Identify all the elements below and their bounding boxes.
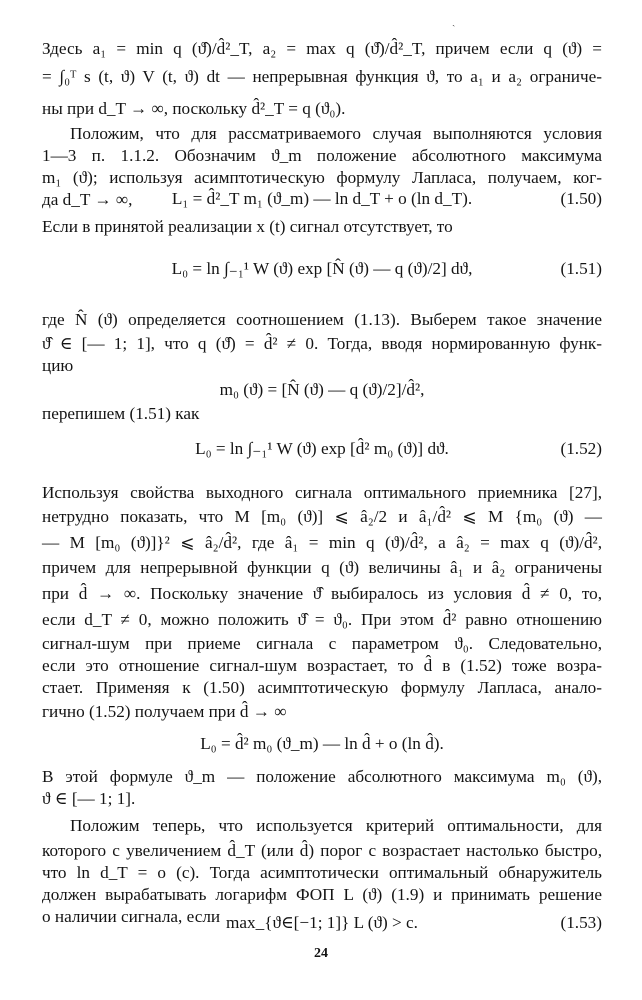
text-line: при d̂ → ∞. Поскольку значение ϑ̂ выбиралось из условия d̂ ≠ 0, то,: [42, 584, 602, 603]
text-line: причем для непрерывной функции q (ϑ) величины â₁ и â₂ ограничены: [42, 558, 602, 577]
text-line: гично (1.52) получаем при d̂ → ∞: [42, 702, 287, 721]
text-line: ϑ ∈ [— 1; 1].: [42, 789, 136, 808]
text-line: стает. Применяя к (1.50) асимптотическую формулу Лапласа, анало-: [42, 678, 602, 697]
equation-body: L₀ = ln ∫₋₁¹ W (ϑ) exp [N̂ (ϑ) — q (ϑ)/2] dϑ,: [171, 259, 473, 278]
text-line: перепишем (1.51) как: [42, 404, 200, 423]
equation-body: max_{ϑ∈[−1; 1]} L (ϑ) > c.: [226, 913, 418, 932]
text-line: В этой формуле ϑ_m — положение абсолютного максимума m₀ (ϑ),: [42, 767, 602, 786]
equation-L0-asymptotic: [42, 731, 602, 757]
equation-body: L₀ = d̂² m₀ (ϑ_m) — ln d̂ + o (ln d̂).: [200, 734, 444, 753]
equation-body: L₀ = ln ∫₋₁¹ W (ϑ) exp [d̂² m₀ (ϑ)] dϑ.: [195, 439, 449, 458]
equation-number: (1.52): [560, 439, 602, 458]
text-line: Используя свойства выходного сигнала оптимального приемника [27],: [42, 483, 602, 502]
equation-1-52: [42, 436, 602, 462]
page-speck: ˏ: [452, 16, 456, 27]
text-line: = ∫₀ᵀ s (t, ϑ) V (t, ϑ) dt — непрерывная функция ϑ, то a₁ и a₂ ограниче-: [42, 67, 602, 86]
text-line: о наличии сигнала, если: [42, 907, 221, 926]
equation-1-51: [42, 256, 602, 282]
equation-m0: [42, 377, 602, 403]
text-line: нетрудно показать, что M [m₀ (ϑ)] ⩽ â₂/2 и â₁/d̂² ⩽ M {m₀ (ϑ) —: [42, 507, 602, 526]
text-line: цию: [42, 356, 74, 375]
text-line: Если в принятой реализации x (t) сигнал отсутствует, то: [42, 217, 453, 236]
text-line: что ln d_T = o (c). Тогда асимптотически оптимальный обнаружитель: [42, 863, 602, 882]
equation-number: (1.53): [560, 913, 602, 932]
text-line: — M [m₀ (ϑ)]}² ⩽ â₂/d̂², где â₁ = min q (ϑ)/d̂², а â₂ = max q (ϑ)/d̂²,: [42, 533, 602, 552]
text-line: да d_T → ∞,: [42, 190, 133, 209]
text-line: ны при d_T → ∞, поскольку d̂²_T = q (ϑ₀).: [42, 99, 346, 118]
text-line: Здесь a₁ = min q (ϑ̂)/d̂²_T, a₂ = max q (ϑ̂)/d̂²_T, причем если q (ϑ) =: [42, 39, 602, 58]
text-line: которого с увеличением d̂_T (или d̂) порог c возрастает настолько быстро,: [42, 841, 602, 860]
text-line: ϑ̂ ∈ [— 1; 1], что q (ϑ̂) = d̂² ≠ 0. Тогда, вводя нормированную функ-: [42, 334, 602, 353]
equation-body: m₀ (ϑ) = [N̂ (ϑ) — q (ϑ)/2]/d̂²,: [219, 380, 425, 399]
equation-number: (1.50): [560, 189, 602, 208]
text-line: Положим теперь, что используется критерий оптимальности, для: [70, 816, 602, 835]
text-line: Положим, что для рассматриваемого случая выполняются условия: [70, 124, 602, 143]
equation-number: (1.51): [560, 259, 602, 278]
equation-body: L₁ = d̂²_T m₁ (ϑ_m) — ln d_T + o (ln d_T).: [171, 189, 473, 208]
page-number: 24: [314, 946, 328, 961]
text-line: сигнал-шум при приеме сигнала с параметром ϑ₀. Следовательно,: [42, 634, 602, 653]
text-line: если d_T ≠ 0, можно положить ϑ̂ = ϑ₀. При этом d̂² равно отношению: [42, 610, 602, 629]
equation-1-53: [42, 910, 602, 936]
text-line: где N̂ (ϑ) определяется соотношением (1.13). Выберем такое значение: [42, 310, 602, 329]
text-line: если это отношение сигнал-шум возрастает, то d̂ в (1.52) тоже возра-: [42, 656, 602, 675]
text-line: 1—3 п. 1.1.2. Обозначим ϑ_m положение абсолютного максимума: [42, 146, 602, 165]
text-line: m₁ (ϑ); используя асимптотическую формулу Лапласа, получаем, ког-: [42, 168, 602, 187]
text-line: должен вырабатывать логарифм ФОП L (ϑ) (1.9) и принимать решение: [42, 885, 602, 904]
equation-1-50: [42, 186, 602, 212]
